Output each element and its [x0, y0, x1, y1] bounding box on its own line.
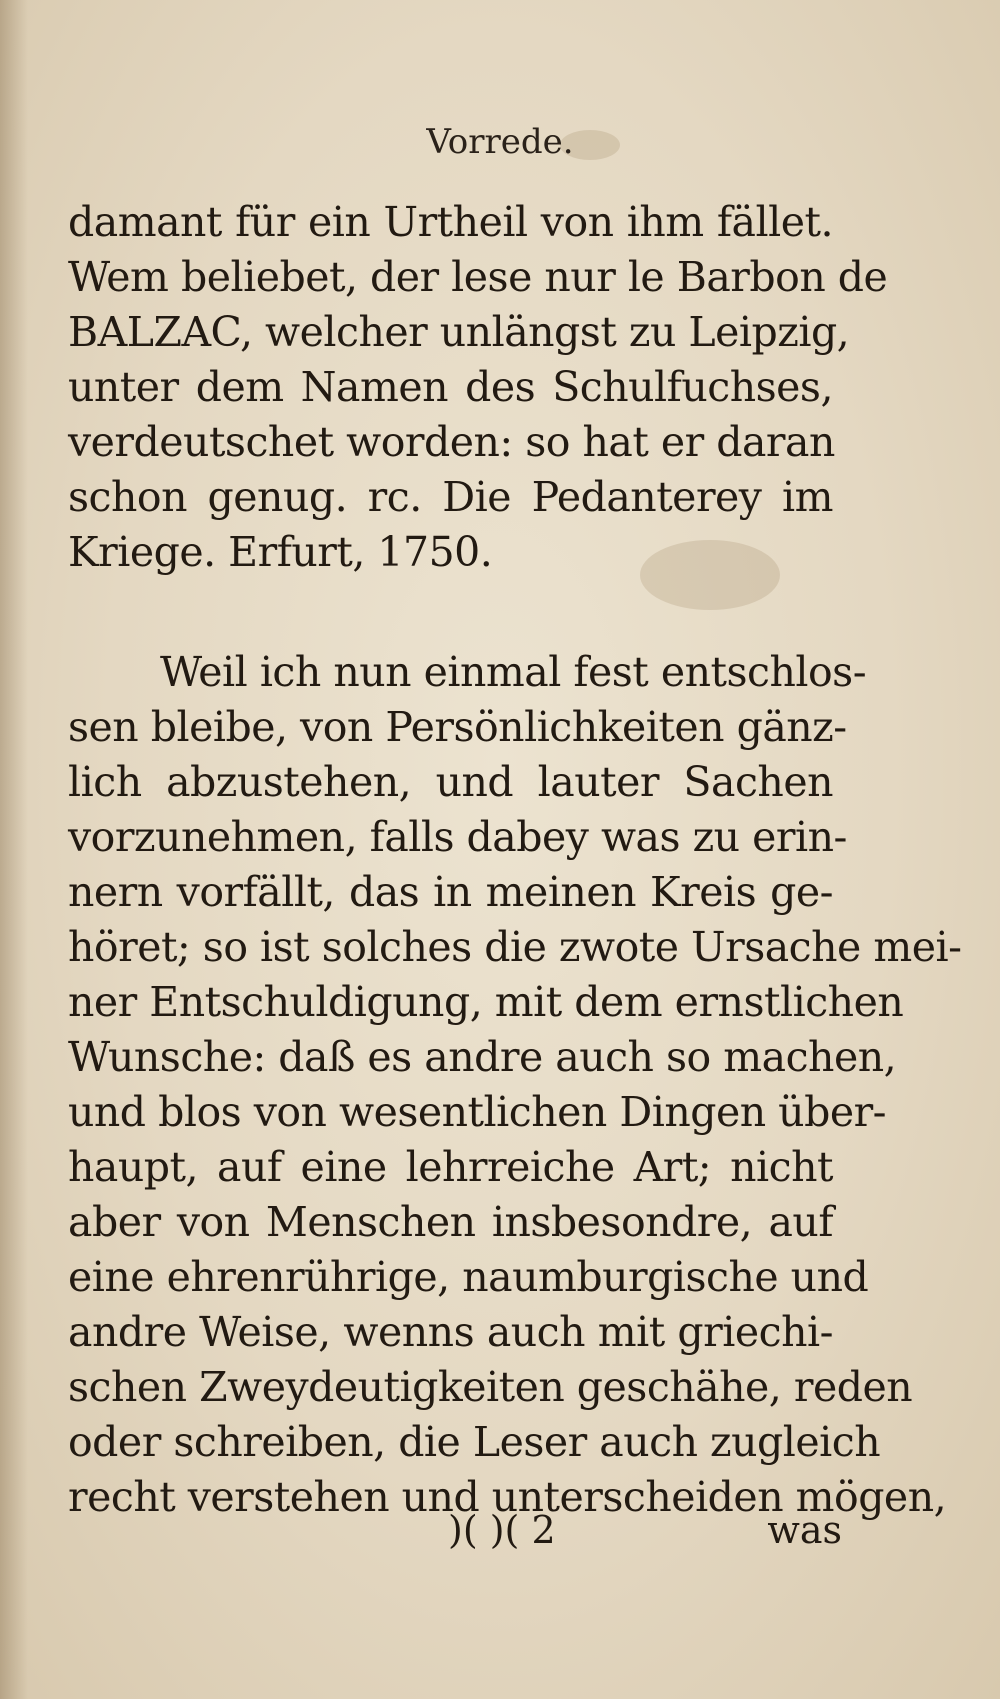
text-line: aber von Menschen insbesondre, auf — [68, 1198, 833, 1246]
text-line: BALZAC, welcher unlängst zu Leipzig, — [68, 308, 850, 356]
text-line: oder schreiben, die Leser auch zugleich — [68, 1418, 881, 1466]
page-footer — [0, 1508, 1000, 1558]
text-line: sen bleibe, von Persönlichkeiten gänz- — [68, 703, 847, 751]
text-line: unter dem Namen des Schulfuchses, — [68, 363, 833, 411]
text-line: ner Entschuldigung, mit dem ernstlichen — [68, 978, 904, 1026]
text-line: Wunsche: daß es andre auch so machen, — [68, 1033, 897, 1081]
catchword: was — [767, 1508, 842, 1552]
text-line: recht verstehen und unterscheiden mögen, — [68, 1473, 947, 1521]
paragraph-2 — [68, 645, 962, 1525]
running-header: Vorrede. — [426, 122, 574, 162]
text-line: nern vorfällt, das in meinen Kreis ge- — [68, 868, 833, 916]
text-line: und blos von wesentlichen Dingen über- — [68, 1088, 887, 1136]
text-line: vorzunehmen, falls dabey was zu erin- — [68, 813, 847, 861]
page-edge-shadow — [0, 0, 28, 1699]
signature-mark: )( )( 2 — [448, 1508, 556, 1552]
paragraph-1 — [68, 195, 888, 580]
text-line: Wem beliebet, der lese nur le Barbon de — [68, 253, 888, 301]
text-line: verdeutschet worden: so hat er daran — [68, 418, 835, 466]
text-line: lich abzustehen, und lauter Sachen — [68, 758, 833, 806]
text-line: schen Zweydeutigkeiten geschähe, reden — [68, 1363, 913, 1411]
text-line: schon genug. rc. Die Pedanterey im — [68, 473, 833, 521]
text-line: Kriege. Erfurt, 1750. — [68, 528, 493, 576]
text-line: Weil ich nun einmal fest entschlos- — [160, 648, 867, 696]
text-line: haupt, auf eine lehrreiche Art; nicht — [68, 1143, 833, 1191]
text-line: eine ehrenrührige, naumburgische und — [68, 1253, 869, 1301]
text-line: andre Weise, wenns auch mit griechi- — [68, 1308, 833, 1356]
text-line: damant für ein Urtheil von ihm fället. — [68, 198, 833, 246]
text-line: höret; so ist solches die zwote Ursache mei- — [68, 923, 962, 971]
body-text — [68, 195, 962, 1525]
